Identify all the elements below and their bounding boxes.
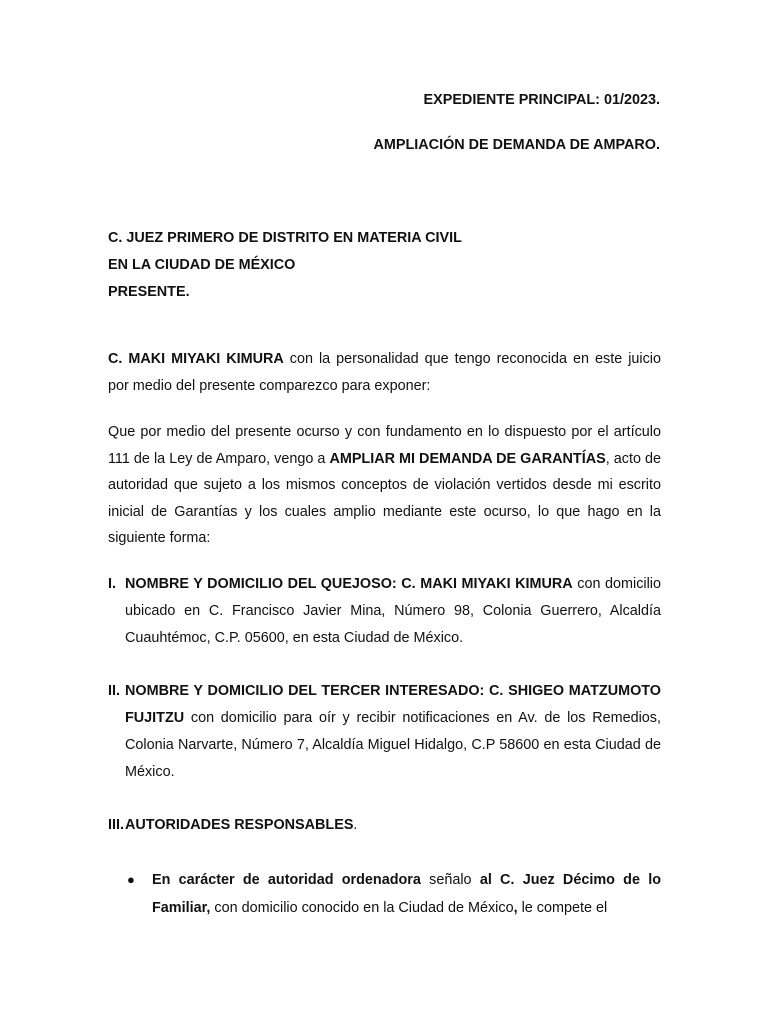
list-item-text: con domicilio ubicado en C. Francisco Javier Mina, Número 98, Colonia Guerrero, Alcaldía Cuauhtémoc, C.P. 05600, en esta Ciudad de México. (125, 576, 662, 646)
list-item-autoridades (108, 812, 661, 839)
list-item-bold: NOMBRE Y DOMICILIO DEL QUEJOSO: C. MAKI MIYAKI KIMURA (125, 576, 573, 592)
bullet-icon: ● (127, 872, 135, 887)
list-item-quejoso (108, 571, 661, 652)
body-paragraph (108, 419, 661, 552)
addressee-block (108, 225, 462, 306)
list-item-body (125, 571, 661, 652)
list-item-text: con domicilio para oír y recibir notificaciones en Av. de los Remedios, Colonia Narvarte, Número 7, Alcaldía Miguel Hidalgo, C.P 58600 en esta Ciudad de México. (125, 710, 661, 780)
addressee-line-3: PRESENTE. (108, 284, 190, 300)
document-type-heading: AMPLIACIÓN DE DEMANDA DE AMPARO. (373, 137, 660, 153)
bullet-item-autoridad-ordenadora (127, 866, 661, 922)
addressee-line-2: EN LA CIUDAD DE MÉXICO (108, 257, 296, 273)
body-text-2: , acto de autoridad que sujeto a los mismos conceptos de violación vertidos desde mi escrito inicial de Garantías y los cuales amplio mediante este ocurso, lo que hago en la siguiente forma: (108, 450, 661, 546)
bullet-bold-2: al C. Juez Décimo de lo Familiar, (152, 872, 661, 916)
list-item-body (125, 812, 661, 839)
list-item-tercero (108, 678, 661, 786)
list-item-number: III. (108, 817, 124, 833)
bullet-text-2: con domicilio conocido en la Ciudad de México (210, 900, 514, 916)
intro-text: con la personalidad que tengo reconocida en este juicio por medio del presente comparezco para exponer: (108, 351, 661, 394)
case-number-heading: EXPEDIENTE PRINCIPAL: 01/2023. (423, 92, 660, 108)
plaintiff-name: C. MAKI MIYAKI KIMURA (108, 351, 284, 367)
bullet-bold-1: En carácter de autoridad ordenadora (152, 872, 421, 888)
bullet-item-body (152, 866, 661, 922)
bullet-bold-3: , (513, 900, 518, 916)
bullet-text-3: le compete el (517, 900, 608, 916)
list-item-bold: NOMBRE Y DOMICILIO DEL TERCER INTERESADO: C. SHIGEO MATZUMOTO FUJITZU (125, 683, 661, 726)
body-text-1: Que por medio del presente ocurso y con fundamento en lo dispuesto por el artículo 111 de la Ley de Amparo, vengo a (108, 424, 661, 467)
list-item-text: . (353, 817, 358, 833)
body-bold-text: AMPLIAR MI DEMANDA DE GARANTÍAS (329, 450, 606, 467)
list-item-body (125, 678, 661, 786)
list-item-bold: AUTORIDADES RESPONSABLES (125, 817, 354, 833)
bullet-text-1: señalo (420, 872, 480, 888)
addressee-line-1: C. JUEZ PRIMERO DE DISTRITO EN MATERIA CIVIL (108, 230, 462, 246)
list-item-number: I. (108, 576, 116, 592)
intro-paragraph (108, 346, 661, 399)
list-item-number: II. (108, 683, 120, 699)
